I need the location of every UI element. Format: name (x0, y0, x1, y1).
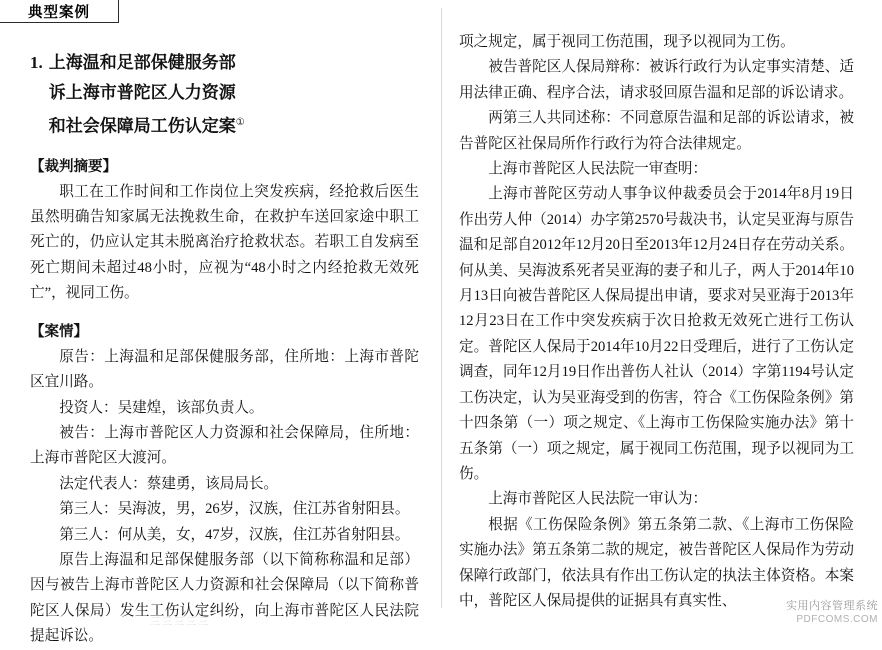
right-paragraph-7: 根据《工伤保险条例》第五条第二款、《上海市工伤保险实施办法》第五条第二款的规定，被告普陀区人保局作为劳动保障行政部门，依法具有作出工伤认定的执法主体资格。本案中，普陀区人保局提供的证据具有真实性、 (459, 516, 854, 609)
case-title-line-2: 诉上海市普陀区人力资源 (48, 83, 236, 102)
case-title-line-1: 上海温和足部保健服务部 (48, 53, 236, 72)
right-paragraph-4: 上海市普陀区人民法院一审查明： (488, 161, 708, 178)
right-paragraph-2: 被告普陀区人保局辩称：被诉行政行为认定事实清楚、适用法律正确、程序合法，请求驳回原告温和足部的诉讼请求。 (459, 59, 854, 101)
case-facts-paragraph-6: 第三人：何从美，女，47岁，汉族，住江苏省射阳县。 (59, 526, 410, 543)
case-title (30, 48, 419, 142)
case-facts-paragraph-7: 原告上海温和足部保健服务部（以下简称称温和足部）因与被告上海市普陀区人力资源和社会保障局（以下简称普陀区人保局）发生工伤认定纠纷，向上海市普陀区人民法院提起诉讼。 (30, 551, 419, 645)
section-heading-judgment-summary: 【裁判摘要】 (30, 158, 117, 175)
case-facts-paragraph-2: 投资人：吴建煌，该部负责人。 (59, 399, 264, 416)
case-facts-paragraph-5: 第三人：吴海波，男，26岁，汉族，住江苏省射阳县。 (59, 501, 410, 518)
title-footnote-marker: ① (235, 117, 245, 128)
right-column (441, 30, 882, 628)
case-number: 1. (30, 53, 43, 72)
left-column (0, 30, 441, 645)
judgment-summary-paragraph: 职工在工作时间和工作岗位上突发疾病，经抢救后医生虽然明确告知家属无法挽救生命，在救护车送回家途中职工死亡的，仍应认定其未脱离治疗抢救状态。若职工自发病至死亡期间未超过48小时，应视为“48小时之内经抢救无效死亡”，视同工伤。 (30, 183, 419, 302)
case-facts-paragraph-3: 被告：上海市普陀区人力资源和社会保障局，住所地：上海市普陀区大渡河。 (30, 424, 419, 467)
right-paragraph-3: 两第三人共同述称：不同意原告温和足部的诉讼请求，被告普陀区社保局所作行政行为符合法律规定。 (459, 110, 854, 152)
two-column-layout (0, 30, 882, 645)
footer-mark: 三三三三三 (150, 617, 210, 628)
case-facts-paragraph-4: 法定代表人：蔡建勇，该局局长。 (59, 475, 279, 492)
right-paragraph-5: 上海市普陀区劳动人事争议仲裁委员会于2014年8月19日作出劳人仲（2014）办字第2570号裁决书，认定吴亚海与原告温和足部自2012年12月20日至2013年12月24日存在劳动关系。何从美、吴海波系死者吴亚海的妻子和儿子，两人于2014年10月13日向被告普陀区人保局提出申请，要求对吴亚海于2013年12月23日在工作中突发疾病于次日抢救无效死亡进行工伤认定。普陀区人保局于2014年10月22日受理后，进行了工伤认定调查，同年12月19日作出普伤人社认（2014）字第1194号认定工伤决定，认为吴亚海受到的伤害，符合《工伤保险条例》第十四条第（一）项之规定、《上海市工伤保险实施办法》第十五条第（一）项之规定，属于视同工伤范围，现予以视同为工伤。 (459, 186, 854, 482)
section-heading-case-facts: 【案情】 (30, 323, 88, 340)
watermark-line-1: 实用内容管理系统 (786, 600, 878, 612)
watermark (786, 600, 878, 626)
watermark-line-2: PDFCOMS.COM (796, 614, 878, 625)
case-facts-paragraph-1: 原告：上海温和足部保健服务部，住所地：上海市普陀区宜川路。 (30, 348, 419, 391)
right-paragraph-1: 项之规定，属于视同工伤范围，现予以视同为工伤。 (459, 34, 795, 50)
right-paragraph-6: 上海市普陀区人民法院一审认为： (488, 491, 708, 508)
case-title-line-3: 和社会保障局工伤认定案 (48, 116, 236, 136)
header-tag: 典型案例 (0, 0, 119, 23)
